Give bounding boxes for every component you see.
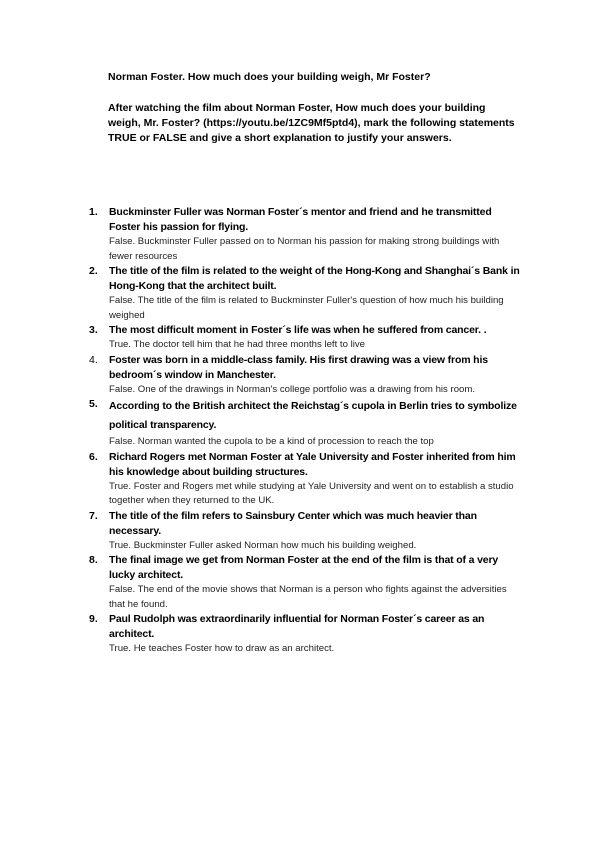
list-item xyxy=(84,450,524,509)
statements-list xyxy=(84,205,524,657)
statement-text: The title of the film refers to Sainsbury Center which was much heavier than necessary. xyxy=(109,509,477,537)
list-item xyxy=(84,353,524,398)
item-number: 2. xyxy=(89,265,98,277)
statement-text: The title of the film is related to the weight of the Hong-Kong and Shanghai´s Bank in Hong-Kong that the architect built. xyxy=(109,265,520,292)
statement-text: Foster was born in a middle-class family. His first drawing was a view from his bedroom´s window in Manchester. xyxy=(109,353,488,381)
list-item xyxy=(84,612,524,657)
item-number: 3. xyxy=(89,324,98,336)
item-number: 7. xyxy=(89,509,98,522)
item-number: 6. xyxy=(89,450,98,463)
list-item xyxy=(84,397,524,450)
answer-text: False. Buckminster Fuller passed on to Norman his passion for making strong buildings with fewer resources xyxy=(109,236,500,262)
item-number: 9. xyxy=(89,613,98,625)
answer-text: False. One of the drawings in Norman's college portfolio was a drawing from his room. xyxy=(109,383,476,395)
answer-text: False. The title of the film is related to Buckminster Fuller's question of how much his building weighed xyxy=(109,295,504,321)
list-item xyxy=(84,323,524,353)
list-item xyxy=(84,205,524,264)
statement-text: According to the British architect the Reichstag´s cupola in Berlin tries to symbolize political transparency. xyxy=(109,400,517,431)
item-number: 1. xyxy=(89,206,98,218)
answer-text: True. The doctor tell him that he had three months left to live xyxy=(109,339,365,350)
statement-text: Buckminster Fuller was Norman Foster´s mentor and friend and he transmitted Foster his passion for flying. xyxy=(109,206,492,233)
item-number: 5. xyxy=(89,398,98,410)
item-number: 8. xyxy=(89,554,98,566)
statement-text: The most difficult moment in Foster´s life was when he suffered from cancer. . xyxy=(109,324,487,336)
document-title: Norman Foster. How much does your building weigh, Mr Foster? xyxy=(108,71,431,83)
list-item xyxy=(84,553,524,612)
item-number: 4. xyxy=(89,353,98,366)
statement-text: Paul Rudolph was extraordinarily influential for Norman Foster´s career as an architect. xyxy=(109,613,485,640)
answer-text: True. He teaches Foster how to draw as an architect. xyxy=(109,643,335,654)
list-item xyxy=(84,264,524,323)
answer-text: True. Buckminster Fuller asked Norman how much his building weighed. xyxy=(109,539,417,551)
statement-text: Richard Rogers met Norman Foster at Yale University and Foster inherited from him his knowledge about building structures. xyxy=(109,450,516,478)
statement-text: The final image we get from Norman Foster at the end of the film is that of a very lucky architect. xyxy=(109,554,499,581)
answer-text: True. Foster and Rogers met while studying at Yale University and went on to establish a studio together when they returned to the UK. xyxy=(109,480,514,506)
instructions-paragraph: After watching the film about Norman Foster, How much does your building weigh, Mr. Foster? (https://youtu.be/1ZC9Mf5ptd4), mark the following statements TRUE or FALSE and give a short explanation to justify your answers. xyxy=(108,102,515,144)
list-item xyxy=(84,509,524,554)
answer-text: False. The end of the movie shows that Norman is a person who fights against the adversities that he found. xyxy=(109,584,507,610)
answer-text: False. Norman wanted the cupola to be a kind of procession to reach the top xyxy=(109,436,434,447)
